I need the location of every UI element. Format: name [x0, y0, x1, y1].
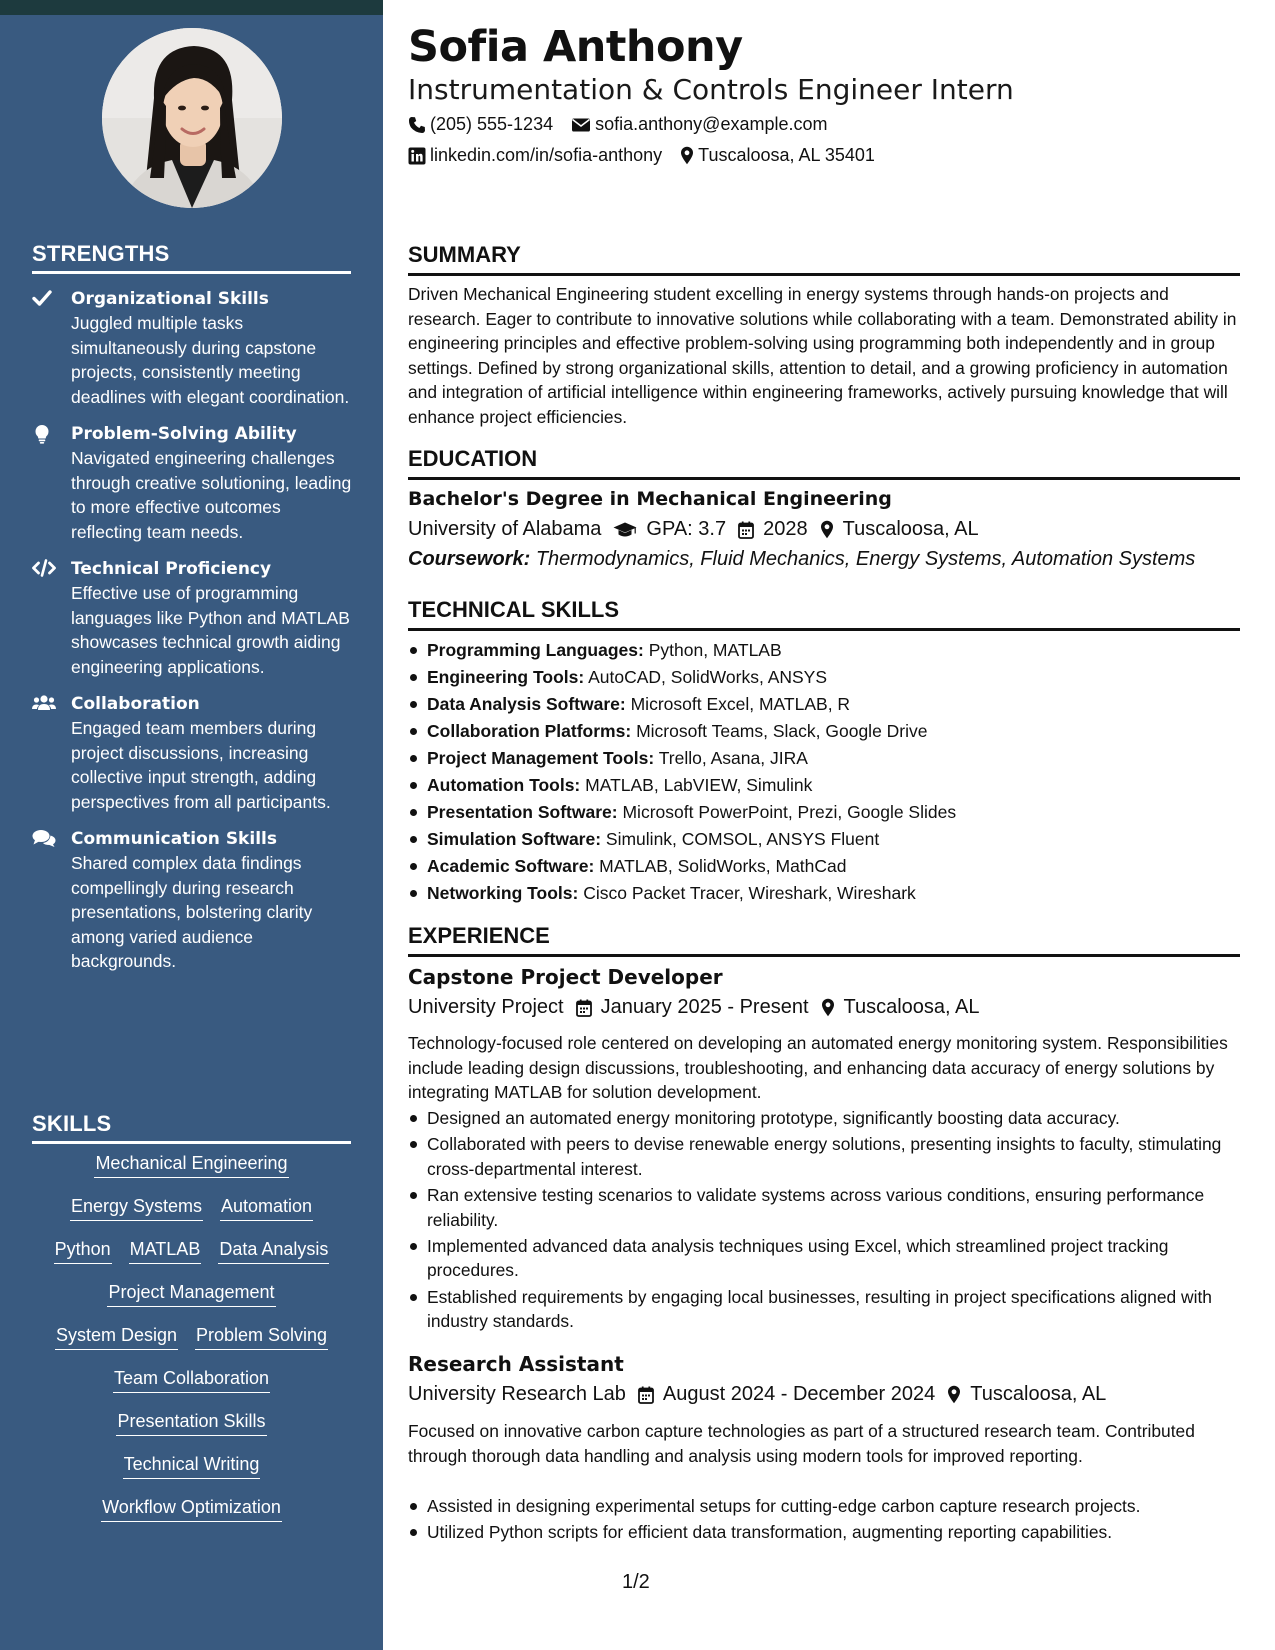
list-item: Utilized Python scripts for efficient data transformation, augmenting reporting capabilities.	[408, 1520, 1240, 1544]
job-meta	[408, 1383, 1106, 1406]
sidebar-top-bar	[0, 0, 383, 15]
skill-tag: Presentation Skills	[116, 1408, 266, 1436]
lightbulb-icon	[32, 424, 54, 444]
skills-heading: SKILLS	[32, 1111, 351, 1144]
list-item	[408, 880, 1240, 907]
strength-description: Effective use of programming languages like Python and MATLAB showcases technical growth aiding engineering applications.	[71, 583, 350, 677]
candidate-name: Sofia Anthony	[408, 22, 743, 72]
skill-label: Engineering Tools:	[427, 667, 585, 687]
list-item	[408, 745, 1240, 772]
linkedin-text: linkedin.com/in/sofia-anthony	[430, 145, 663, 165]
strength-item	[32, 557, 352, 679]
strength-title: Organizational Skills	[71, 289, 269, 309]
map-pin-icon	[947, 1385, 961, 1404]
graduation-cap-icon	[613, 521, 637, 539]
skill-value: Microsoft Teams, Slack, Google Drive	[636, 721, 928, 741]
skill-value: AutoCAD, SolidWorks, ANSYS	[588, 667, 828, 687]
page-number: 1/2	[622, 1571, 650, 1593]
contact-row	[408, 114, 846, 135]
job-dates: January 2025 - Present	[600, 996, 809, 1018]
job-title: Capstone Project Developer	[408, 965, 723, 989]
skill-tag: Team Collaboration	[113, 1365, 270, 1393]
summary-text: Driven Mechanical Engineering student excelling in energy systems through hands-on projects and research. Eager to contribute to innovative solutions while collaborating with a team. Demonstrated ability in engineering principles and effective problem-solving using programming both independently and in group settings. Defined by strong organizational skills, attention to detail, and a growing proficiency in automation and integration of artificial intelligence within engineering frameworks, actively pursuing knowledge that will enhance project efficiencies.	[408, 284, 1237, 427]
list-item: Assisted in designing experimental setups for cutting-edge carbon capture research projects.	[408, 1494, 1240, 1518]
skill-tag: Workflow Optimization	[101, 1494, 282, 1522]
list-item: Collaborated with peers to devise renewable energy solutions, presenting insights to faculty, stimulating cross-departmental interest.	[408, 1132, 1240, 1181]
list-item	[408, 826, 1240, 853]
job-org: University Research Lab	[408, 1383, 626, 1405]
list-item	[408, 799, 1240, 826]
skill-label: Presentation Software:	[427, 802, 618, 822]
sidebar	[0, 0, 383, 1650]
list-item: Established requirements by engaging local businesses, resulting in project specifications aligned with industry standards.	[408, 1285, 1240, 1334]
comments-icon	[32, 829, 54, 849]
summary-heading: SUMMARY	[408, 242, 1240, 276]
strength-item	[32, 692, 352, 814]
map-pin-icon	[821, 998, 835, 1017]
map-pin-icon	[680, 146, 694, 165]
skill-tag: MATLAB	[129, 1236, 202, 1264]
calendar-icon	[638, 1386, 654, 1404]
skill-tag: Energy Systems	[70, 1193, 203, 1221]
skill-label: Academic Software:	[427, 856, 595, 876]
strength-title: Communication Skills	[71, 829, 277, 849]
skill-tag: Technical Writing	[123, 1451, 261, 1479]
skill-label: Data Analysis Software:	[427, 694, 626, 714]
skill-row	[32, 1494, 351, 1522]
skill-value: Simulink, COMSOL, ANSYS Fluent	[605, 829, 880, 849]
strength-title: Technical Proficiency	[71, 559, 272, 579]
linkedin-icon	[408, 147, 426, 165]
strength-item	[32, 827, 352, 974]
job-description: Technology-focused role centered on developing an automated energy monitoring system. Responsibilities include leading design discussions, troubleshooting, and enhancing data accuracy of energy solutions by integrating MATLAB for solution development.	[408, 1033, 1228, 1103]
job-title: Research Assistant	[408, 1352, 624, 1376]
skill-label: Programming Languages:	[427, 640, 644, 660]
education-year: 2028	[763, 518, 808, 540]
list-item	[408, 637, 1240, 664]
strength-description: Navigated engineering challenges through creative solutioning, leading to more effective outcomes reflecting team needs.	[71, 448, 352, 542]
code-icon	[32, 559, 54, 579]
skill-value: Trello, Asana, JIRA	[658, 748, 808, 768]
contact-location	[680, 145, 875, 166]
technical-skills-list	[408, 637, 1240, 907]
job-org: University Project	[408, 996, 564, 1018]
skill-value: Microsoft Excel, MATLAB, R	[630, 694, 851, 714]
coursework-list: Thermodynamics, Fluid Mechanics, Energy Systems, Automation Systems	[535, 548, 1196, 570]
job-location: Tuscaloosa, AL	[843, 996, 980, 1018]
email-text: sofia.anthony@example.com	[595, 114, 828, 134]
technical-skills-heading: TECHNICAL SKILLS	[408, 597, 1240, 631]
map-pin-icon	[820, 520, 834, 539]
skill-tag: Data Analysis	[218, 1236, 329, 1264]
job-dates: August 2024 - December 2024	[662, 1383, 936, 1405]
location-text: Tuscaloosa, AL 35401	[698, 145, 875, 165]
list-item: Designed an automated energy monitoring prototype, significantly boosting data accuracy.	[408, 1106, 1240, 1130]
strength-description: Engaged team members during project discussions, increasing collective input strength, adding perspectives from all participants.	[71, 718, 331, 812]
list-item: Implemented advanced data analysis techniques using Excel, which streamlined project tracking procedures.	[408, 1234, 1240, 1283]
avatar	[102, 28, 282, 208]
list-item	[408, 664, 1240, 691]
skill-row	[32, 1193, 351, 1221]
skill-row	[32, 1150, 351, 1178]
contact-row	[408, 145, 893, 166]
calendar-icon	[576, 999, 592, 1017]
coursework-label: Coursework:	[408, 548, 531, 570]
contact-linkedin[interactable]	[408, 145, 662, 166]
experience-heading: EXPERIENCE	[408, 923, 1240, 957]
education-degree: Bachelor's Degree in Mechanical Engineering	[408, 488, 892, 510]
skill-value: Cisco Packet Tracer, Wireshark, Wireshark	[583, 883, 916, 903]
list-item	[408, 718, 1240, 745]
skill-tag: Project Management	[107, 1279, 275, 1307]
skill-label: Automation Tools:	[427, 775, 581, 795]
skill-row	[32, 1236, 351, 1264]
job-meta	[408, 996, 980, 1019]
skill-row	[32, 1365, 351, 1393]
skill-row	[32, 1279, 351, 1307]
skill-tag: Python	[54, 1236, 112, 1264]
strength-item	[32, 287, 352, 409]
skill-value: Python, MATLAB	[648, 640, 782, 660]
calendar-icon	[738, 521, 754, 539]
education-gpa: GPA: 3.7	[646, 518, 727, 540]
strength-description: Shared complex data findings compellingly during research presentations, bolstering clarity among varied audience backgrounds.	[71, 853, 313, 971]
education-location: Tuscaloosa, AL	[842, 518, 979, 540]
strength-item	[32, 422, 352, 544]
list-item: Ran extensive testing scenarios to validate systems across various conditions, ensuring performance reliability.	[408, 1183, 1240, 1232]
education-coursework	[408, 548, 1195, 571]
education-school: University of Alabama	[408, 518, 602, 540]
candidate-title: Instrumentation & Controls Engineer Intern	[408, 73, 1014, 106]
phone-icon	[408, 116, 426, 134]
skill-value: MATLAB, LabVIEW, Simulink	[585, 775, 813, 795]
skill-tag: Automation	[220, 1193, 313, 1221]
contact-email[interactable]	[571, 114, 827, 135]
skill-tag: System Design	[55, 1322, 178, 1350]
skills-tags	[32, 1150, 351, 1537]
skill-tag: Mechanical Engineering	[94, 1150, 288, 1178]
strengths-list	[32, 287, 352, 987]
strengths-heading: STRENGTHS	[32, 241, 351, 274]
job-bullets	[408, 1106, 1240, 1336]
envelope-icon	[571, 117, 591, 133]
strength-title: Collaboration	[71, 694, 200, 714]
list-item	[408, 691, 1240, 718]
skill-tag: Problem Solving	[195, 1322, 328, 1350]
skill-label: Networking Tools:	[427, 883, 579, 903]
education-meta	[408, 518, 979, 541]
job-description: Focused on innovative carbon capture technologies as part of a structured research team. Contributed through thorough data handling and analysis using modern tools for improved reporting.	[408, 1421, 1195, 1466]
skill-value: MATLAB, SolidWorks, MathCad	[599, 856, 847, 876]
skill-value: Microsoft PowerPoint, Prezi, Google Slides	[622, 802, 957, 822]
phone-text: (205) 555-1234	[430, 114, 554, 134]
skill-row	[32, 1322, 351, 1350]
job-location: Tuscaloosa, AL	[970, 1383, 1107, 1405]
skill-row	[32, 1408, 351, 1436]
profile-photo	[102, 28, 282, 208]
skill-label: Project Management Tools:	[427, 748, 655, 768]
skill-label: Collaboration Platforms:	[427, 721, 632, 741]
skill-label: Simulation Software:	[427, 829, 602, 849]
strength-description: Juggled multiple tasks simultaneously during capstone projects, consistently meeting deadlines with elegant coordination.	[71, 313, 350, 407]
contact-phone[interactable]	[408, 114, 553, 135]
skill-row	[32, 1451, 351, 1479]
list-item	[408, 772, 1240, 799]
education-heading: EDUCATION	[408, 446, 1240, 480]
users-icon	[32, 694, 54, 714]
job-bullets	[408, 1494, 1240, 1547]
list-item	[408, 853, 1240, 880]
strength-title: Problem-Solving Ability	[71, 424, 297, 444]
check-icon	[32, 289, 54, 309]
